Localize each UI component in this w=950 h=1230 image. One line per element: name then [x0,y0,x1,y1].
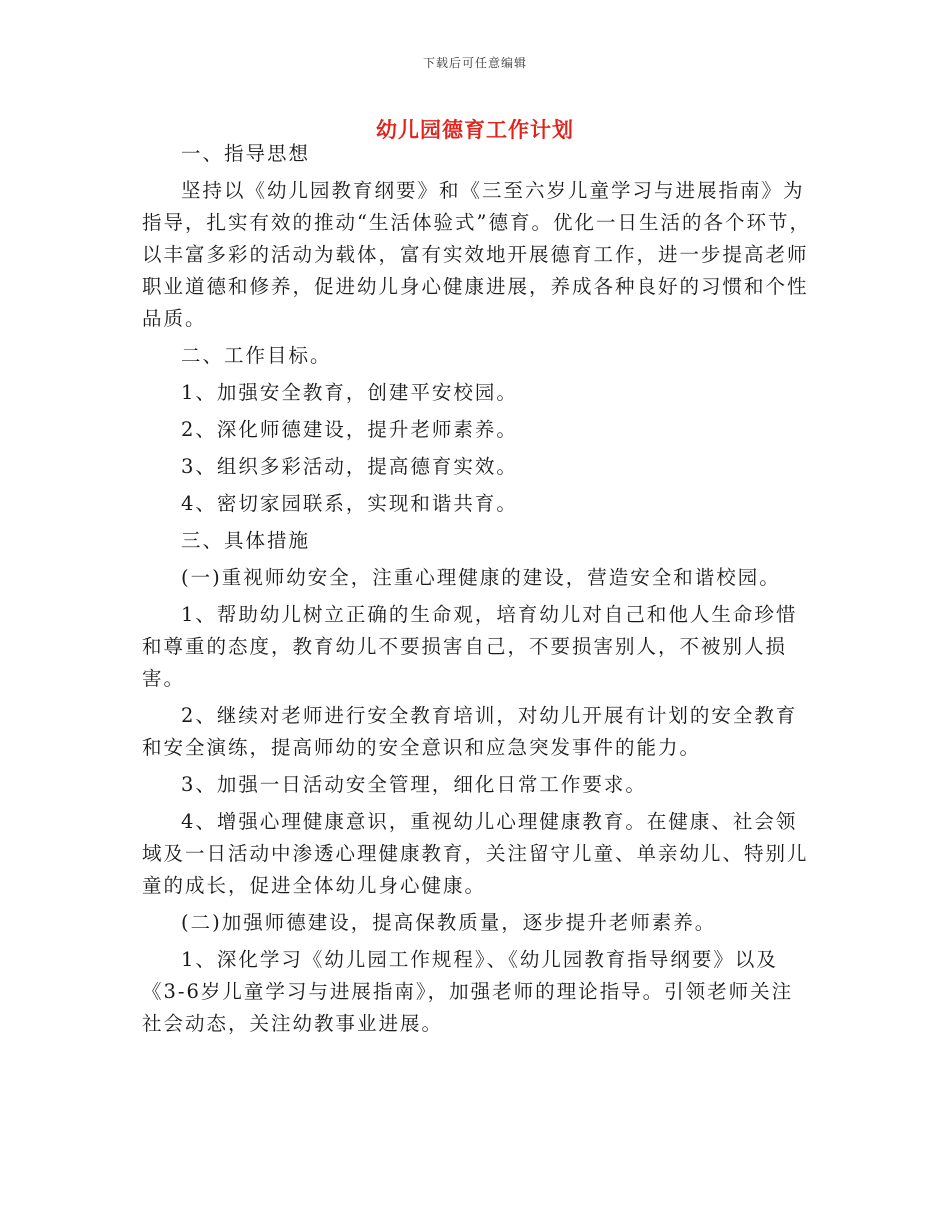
paragraph-guiding-ideology: 坚持以《幼儿园教育纲要》和《三至六岁儿童学习与进展指南》为指导，扎实有效的推动“生活体验式”德育。优化一日生活的各个环节，以丰富多彩的活动为载体，富有实效地开展德育工作，进一步提高老师职业道德和修养，促进幼儿身心健康进展，养成各种良好的习惯和个性品质。 [142,179,811,330]
goal-item-4: 4、密切家园联系，实现和谐共育。 [181,492,518,515]
section-heading-measures: 三、具体措施 [181,529,311,552]
header-note: 下载后可任意编辑 [422,56,527,70]
document-body [142,138,812,1045]
section-heading-work-goals: 二、工作目标。 [181,344,332,367]
goal-item-1: 1、加强安全教育，创建平安校园。 [181,381,518,404]
goal-item-2: 2、深化师德建设，提升老师素养。 [181,418,518,441]
measure-item-safety-2: 2、继续对老师进行安全教育培训，对幼儿开展有计划的安全教育和安全演练，提高师幼的安全意识和应急突发事件的能力。 [142,704,798,759]
subsection-heading-safety: (一)重视师幼安全，注重心理健康的建设，营造安全和谐校园。 [181,566,781,589]
measure-item-ethics-1: 1、深化学习《幼儿园工作规程》、《幼儿园教育指导纲要》以及《3-6岁儿童学习与进展指南》，加强老师的理论指导。引领老师关注社会动态，关注幼教事业进展。 [142,948,794,1035]
subsection-heading-ethics: (二)加强师德建设，提高保教质量，逐步提升老师素养。 [181,911,717,934]
goal-item-3: 3、组织多彩活动，提高德育实效。 [181,455,518,478]
measure-item-safety-3: 3、加强一日活动安全管理，细化日常工作要求。 [181,773,647,796]
measure-item-safety-1: 1、帮助幼儿树立正确的生命观，培育幼儿对自己和他人生命珍惜和尊重的态度，教育幼儿不要损害自己，不要损害别人，不被别人损害。 [142,603,798,690]
measure-item-safety-4: 4、增强心理健康意识，重视幼儿心理健康教育。在健康、社会领域及一日活动中渗透心理健康教育，关注留守儿童、单亲幼儿、特别儿童的成长，促进全体幼儿身心健康。 [142,810,809,897]
document-title: 幼儿园德育工作计划 [376,117,574,142]
section-heading-guiding-ideology: 一、指导思想 [181,142,311,165]
